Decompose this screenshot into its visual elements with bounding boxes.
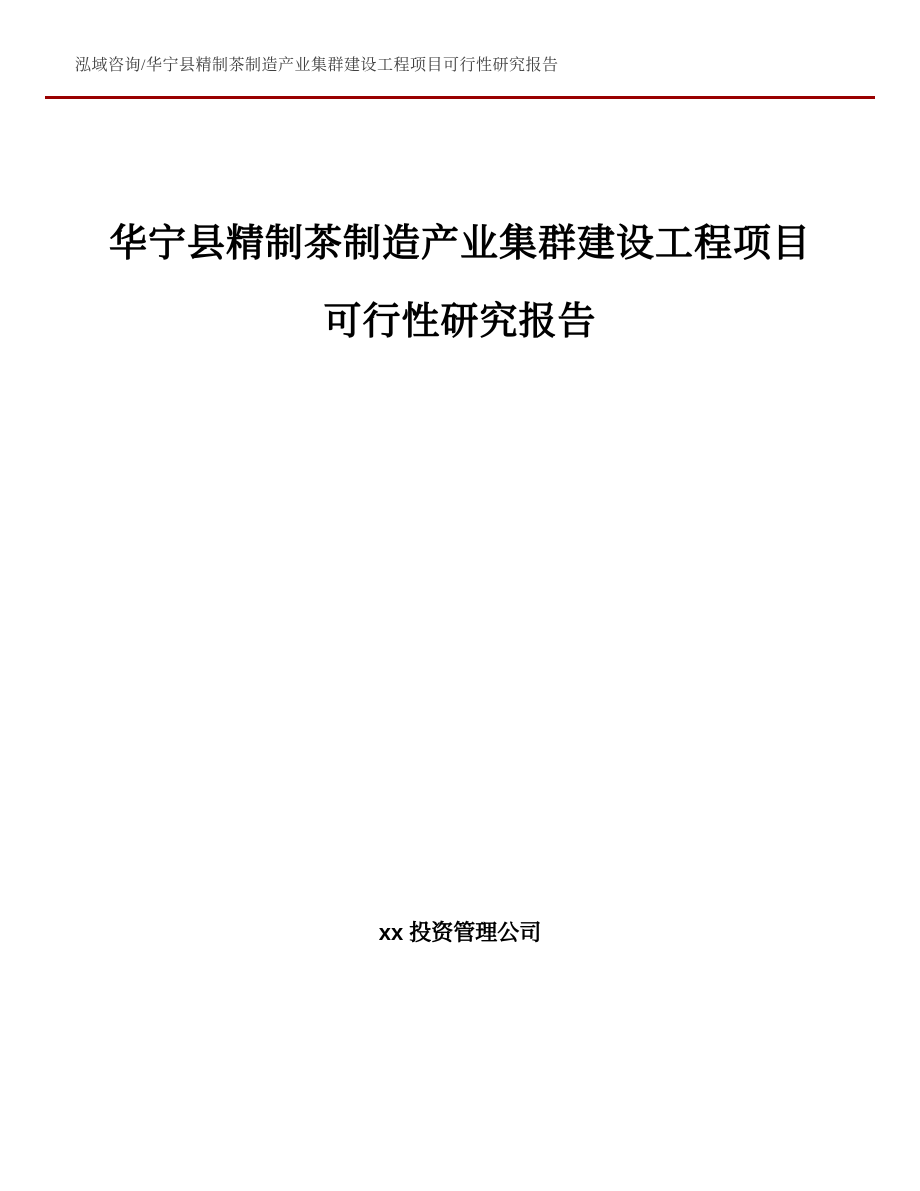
document-title	[0, 205, 920, 361]
title-line-2: 可行性研究报告	[323, 301, 597, 343]
header-divider-rule	[45, 96, 875, 99]
title-line-1: 华宁县精制茶制造产业集群建设工程项目	[108, 223, 811, 265]
company-name: xx 投资管理公司	[378, 920, 542, 945]
page-header-text: 泓域咨询/华宁县精制茶制造产业集群建设工程项目可行性研究报告	[75, 57, 559, 74]
